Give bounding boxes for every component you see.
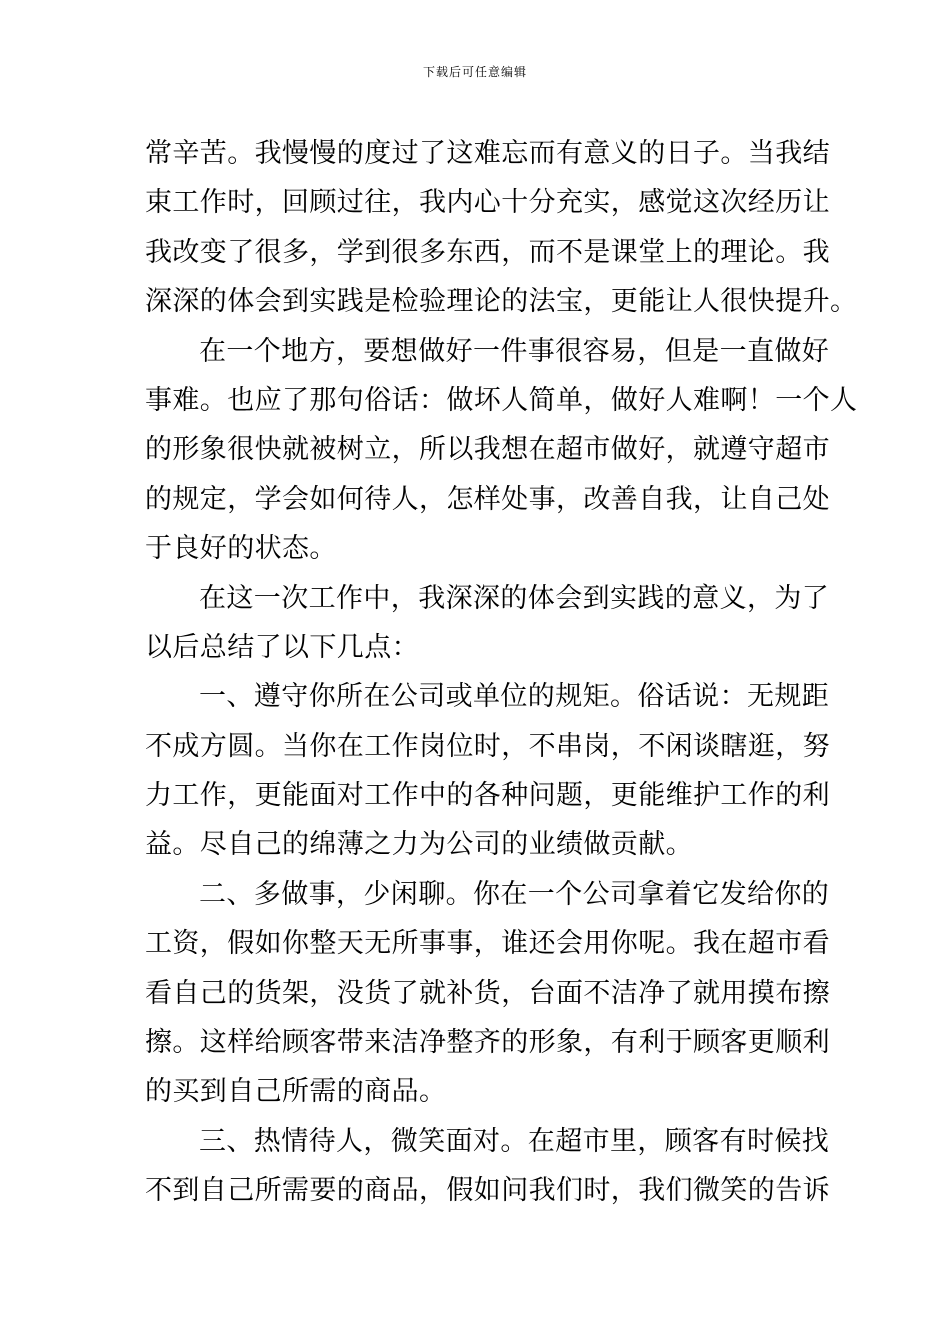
text-line: 深深的体会到实践是检验理论的法宝，更能让人很快提升。 [145, 286, 858, 318]
document-body [145, 129, 858, 1216]
page-header: 下载后可任意编辑 [422, 65, 527, 79]
text-line: 工资，假如你整天无所事事，谁还会用你呢。我在超市看 [145, 928, 830, 960]
text-line: 益。尽自己的绵薄之力为公司的业绩做贡献。 [145, 829, 693, 861]
text-line: 的形象很快就被树立，所以我想在超市做好，就遵守超市 [145, 434, 830, 466]
paragraph-first-line: 二、多做事，少闲聊。你在一个公司拿着它发给你的 [199, 878, 830, 910]
text-line: 不成方圆。当你在工作岗位时，不串岗，不闲谈瞎逛，努 [145, 730, 830, 762]
text-line: 我改变了很多，学到很多东西，而不是课堂上的理论。我 [145, 236, 830, 268]
text-line: 常辛苦。我慢慢的度过了这难忘而有意义的日子。当我结 [145, 138, 830, 169]
paragraph-first-line: 在一个地方，要想做好一件事很容易，但是一直做好 [199, 335, 830, 367]
text-line: 看自己的货架，没货了就补货，台面不洁净了就用摸布擦 [145, 977, 830, 1009]
paragraph-first-line: 在这一次工作中，我深深的体会到实践的意义，为了 [199, 582, 830, 614]
paragraph-first-line: 三、热情待人，微笑面对。在超市里，顾客有时候找 [199, 1125, 830, 1157]
text-line: 束工作时，回顾过往，我内心十分充实，感觉这次经历让 [145, 187, 830, 219]
text-line: 事难。也应了那句俗话：做坏人简单，做好人难啊！一个人 [145, 384, 858, 416]
text-line: 的规定，学会如何待人，怎样处事，改善自我，让自己处 [145, 483, 830, 515]
text-line: 于良好的状态。 [145, 533, 337, 565]
text-line: 力工作，更能面对工作中的各种问题，更能维护工作的利 [145, 780, 830, 812]
text-line: 的买到自己所需的商品。 [145, 1076, 447, 1108]
text-line: 擦。这样给顾客带来洁净整齐的形象，有利于顾客更顺利 [145, 1027, 830, 1059]
text-line: 以后总结了以下几点： [145, 631, 419, 663]
paragraph-first-line: 一、遵守你所在公司或单位的规矩。俗话说：无规距 [199, 681, 830, 713]
text-line: 不到自己所需要的商品，假如问我们时，我们微笑的告诉 [145, 1175, 830, 1207]
